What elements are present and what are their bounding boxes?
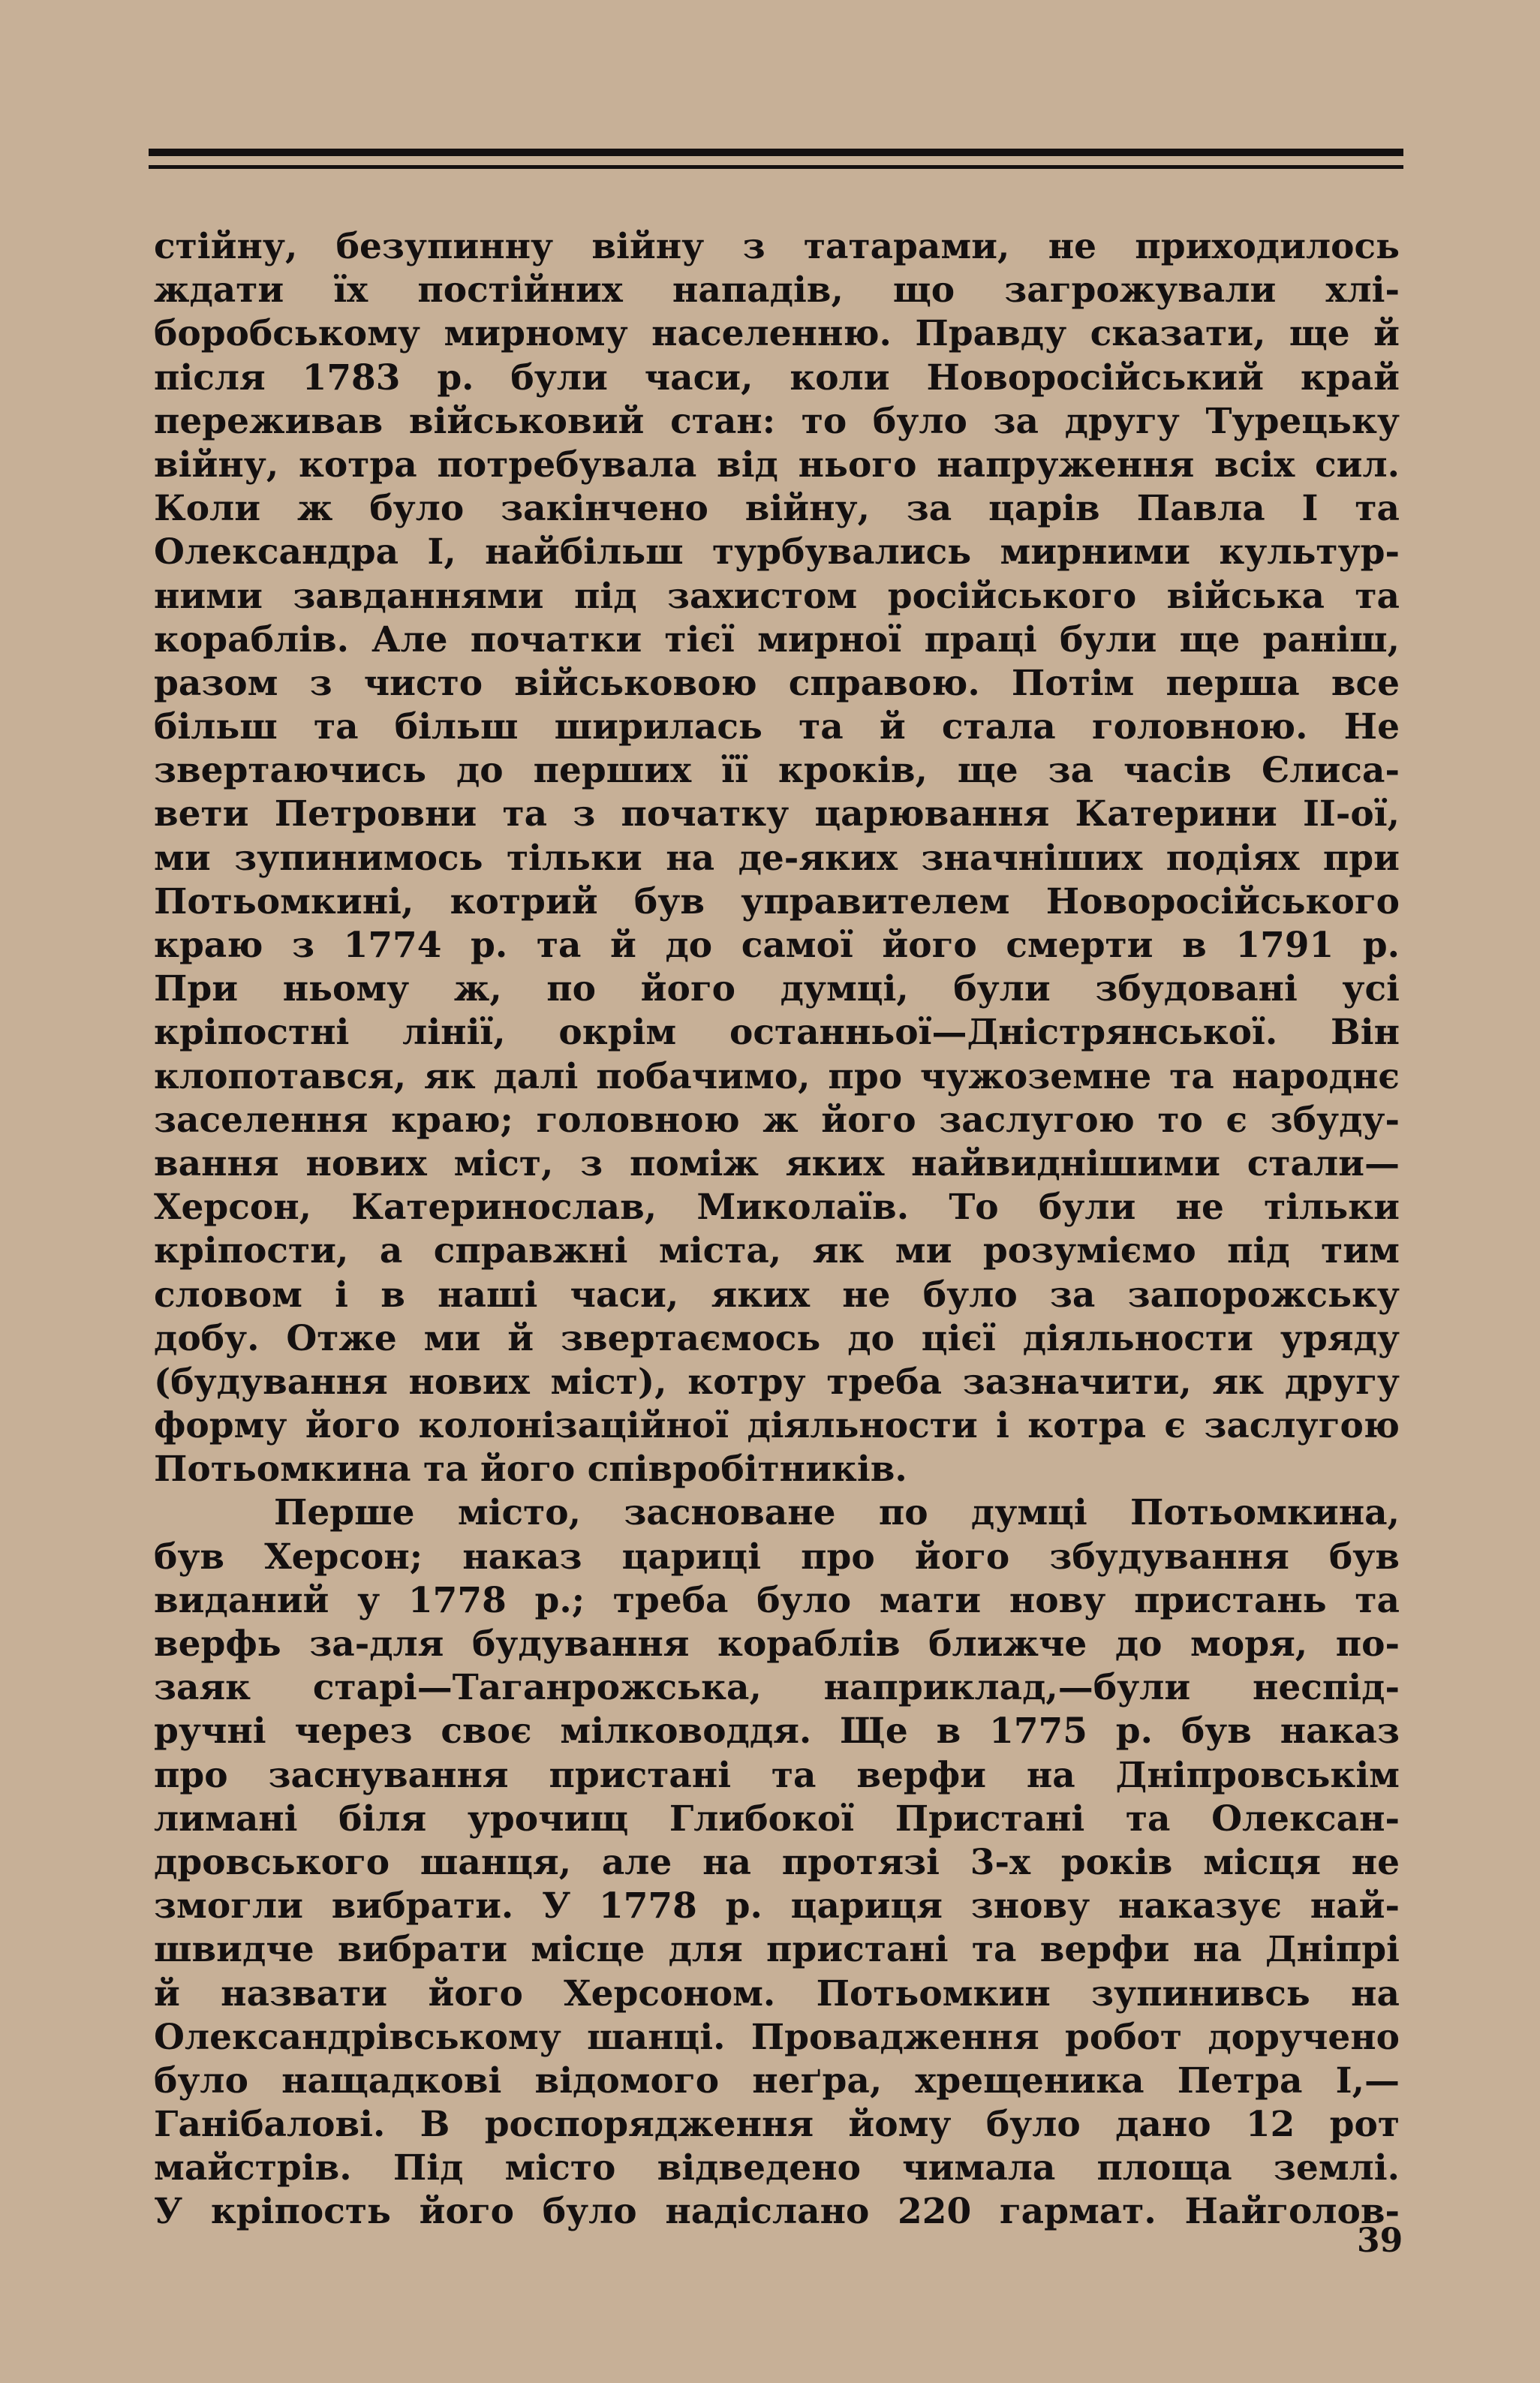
- text-line: клопотався, як далі побачимо, про чужоземне та народнє: [154, 1055, 1400, 1097]
- text-line: разом з чисто військовою справою. Потім перша все: [154, 662, 1400, 704]
- text-line: виданий у 1778 р.; треба було мати нову пристань та: [154, 1579, 1400, 1621]
- text-line: стійну, безупинну війну з татарами, не приходилось: [154, 226, 1400, 267]
- text-line: переживав військовий стан: то було за другу Турецьку: [154, 400, 1400, 442]
- text-line: кораблів. Але початки тієї мирної праці були ще раніш,: [154, 618, 1400, 660]
- text-line: майстрів. Під місто відведено чимала площа землі.: [154, 2147, 1400, 2189]
- header-rule-thin: [149, 165, 1403, 169]
- text-line: Олександрівському шанці. Провадження робот доручено: [154, 2016, 1400, 2058]
- text-line: швидче вибрати місце для пристані та верфи на Дніпрі: [154, 1929, 1400, 1971]
- text-line: Ганібалові. В роспорядження йому було дано 12 рот: [154, 2104, 1400, 2146]
- header-double-rule: [149, 149, 1403, 176]
- text-line: лимані біля урочищ Глибокої Пристані та Олексан-: [154, 1798, 1400, 1840]
- text-line: заяк старі—Таганрожська, наприклад,—були неспід-: [154, 1667, 1400, 1709]
- paragraph-end-line: Потьомкина та його співробітників.: [154, 1449, 907, 1491]
- text-line: Коли ж було закінчено війну, за царів Павла І та: [154, 488, 1400, 530]
- text-line: верфь за-для будування кораблів ближче до моря, по-: [154, 1623, 1400, 1665]
- text-line: форму його колонізаційної діяльности і котра є заслугою: [154, 1405, 1400, 1447]
- text-line: після 1783 р. були часи, коли Новоросійський край: [154, 357, 1400, 399]
- body-text: [154, 225, 1400, 2234]
- text-line: У кріпость його було надіслано 220 гармат. Найголов-: [154, 2191, 1400, 2233]
- text-line: ручні через своє мілководдя. Ще в 1775 р. був наказ: [154, 1711, 1400, 1753]
- text-line: ждати їх постійних нападів, що загрожували хлі-: [154, 269, 1400, 311]
- text-line: боробському мирному населенню. Правду сказати, ще й: [154, 313, 1400, 355]
- text-line: дровського шанця, але на протязі 3-х років місця не: [154, 1841, 1400, 1883]
- header-rule-thick: [149, 149, 1403, 156]
- text-line: Олександра І, найбільш турбувались мирними культур-: [154, 531, 1400, 573]
- text-line: кріпостні лінії, окрім останньої—Дністрянської. Він: [154, 1012, 1400, 1054]
- text-line: вання нових міст, з поміж яких найвиднішими стали—: [154, 1142, 1400, 1184]
- text-line: був Херсон; наказ цариці про його збудування був: [154, 1536, 1400, 1578]
- text-line: й назвати його Херсоном. Потьомкин зупинивсь на: [154, 1972, 1400, 2014]
- text-line: вети Петровни та з початку царювання Катерини ІІ-ої,: [154, 793, 1400, 835]
- text-line: ми зупинимось тільки на де-яких значніших подіях при: [154, 837, 1400, 879]
- text-line: Потьомкині, котрий був управителем Новоросійського: [154, 880, 1400, 922]
- text-line: було нащадкові відомого неґра, хрещеника Петра І,—: [154, 2060, 1400, 2102]
- paragraph-start-line: Перше місто, засноване по думці Потьомкина,: [274, 1492, 1400, 1534]
- text-line: При ньому ж, по його думці, були збудовані усі: [154, 968, 1400, 1010]
- text-line: звертаючись до перших її кроків, ще за часів Єлиса-: [154, 750, 1400, 792]
- text-line: більш та більш ширилась та й стала головною. Не: [154, 706, 1400, 748]
- text-line: про заснування пристані та верфи на Дніпровськім: [154, 1754, 1400, 1796]
- page-number: 39: [1357, 2222, 1403, 2260]
- text-line: словом і в наші часи, яких не було за запорожську: [154, 1274, 1400, 1316]
- text-line: (будування нових міст), котру треба зазначити, як другу: [154, 1361, 1400, 1403]
- text-line: війну, котра потребувала від нього напруження всіх сил.: [154, 444, 1400, 486]
- text-line: ними завданнями під захистом російського війська та: [154, 575, 1400, 617]
- text-line: краю з 1774 р. та й до самої його смерти в 1791 р.: [154, 925, 1400, 966]
- text-line: Херсон, Катеринослав, Миколаїв. То були не тільки: [154, 1187, 1400, 1229]
- text-line: заселення краю; головною ж його заслугою то є збуду-: [154, 1099, 1400, 1141]
- text-line: кріпости, а справжні міста, як ми розуміємо під тим: [154, 1230, 1400, 1272]
- text-line: змогли вибрати. У 1778 р. цариця знову наказує най-: [154, 1885, 1400, 1927]
- text-line: добу. Отже ми й звертаємось до цієї діяльности уряду: [154, 1317, 1400, 1359]
